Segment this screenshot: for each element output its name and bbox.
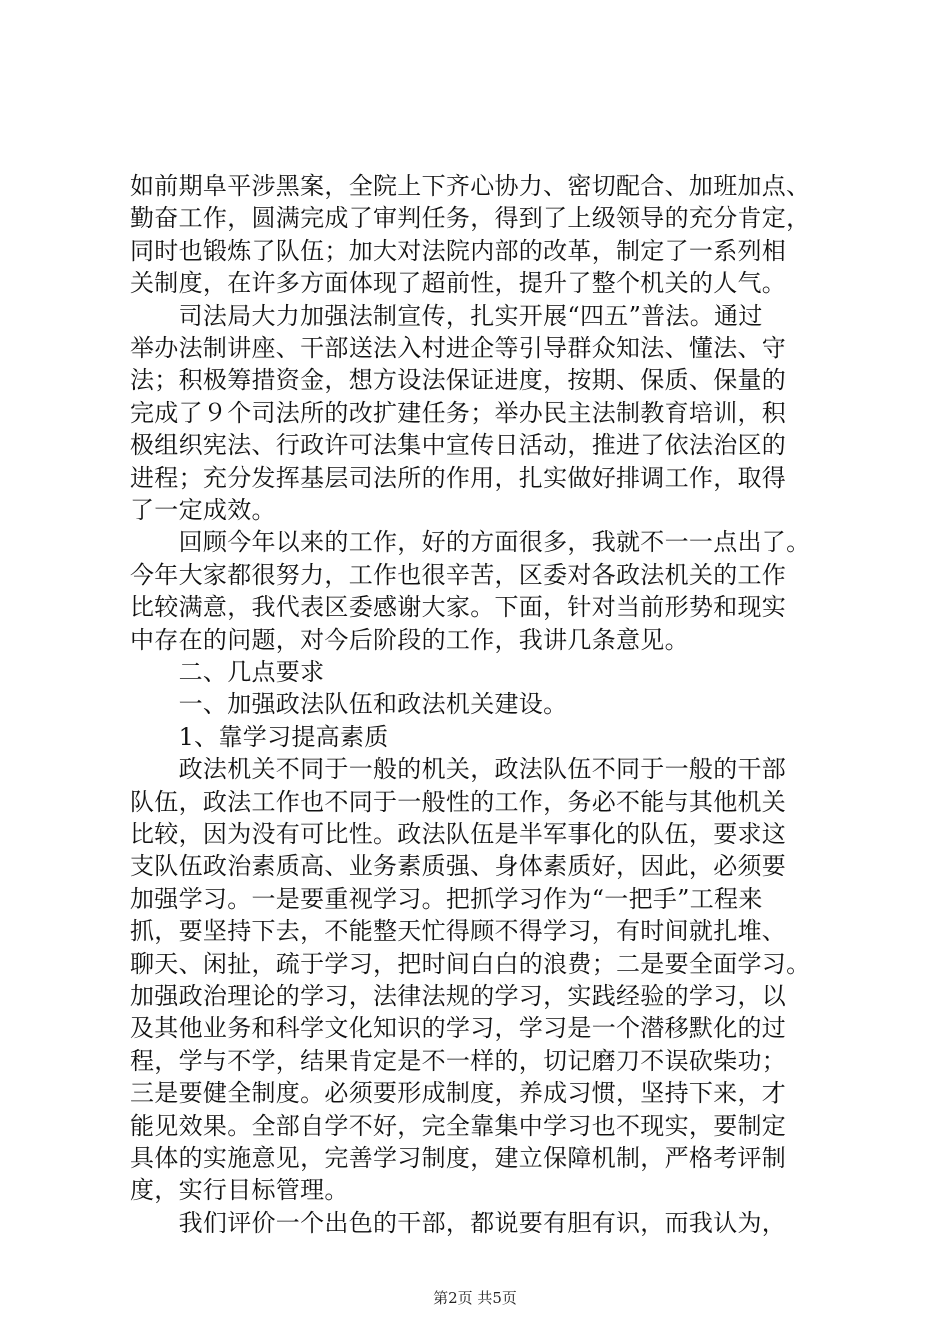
text-line: 程，学与不学，结果肯定是不一样的，切记磨刀不误砍柴功； xyxy=(130,1046,787,1075)
text-line: 今年大家都很努力，工作也很辛苦，区委对各政法机关的工作 xyxy=(130,560,787,589)
text-line: 举办法制讲座、干部送法入村进企等引导群众知法、懂法、守 xyxy=(130,334,787,362)
text-line: 法；积极筹措资金，想方设法保证进度，按期、保质、保量的 xyxy=(130,366,787,395)
text-line: 度，实行目标管理。 xyxy=(130,1176,349,1205)
text-line: 进程；充分发挥基层司法所的作用，扎实做好排调工作，取得 xyxy=(130,463,787,492)
text-line: 具体的实施意见，完善学习制度，建立保障机制，严格考评制 xyxy=(130,1144,787,1172)
text-line: 二、几点要求 xyxy=(130,658,325,686)
text-line: 勤奋工作，圆满完成了审判任务，得到了上级领导的充分肯定， xyxy=(130,204,811,233)
text-line: 中存在的问题，对今后阶段的工作，我讲几条意见。 xyxy=(130,625,689,654)
text-line: 我们评价一个出色的干部，都说要有胆有识，而我认为， xyxy=(130,1208,787,1237)
text-line: 同时也锻炼了队伍；加大对法院内部的改革，制定了一系列相 xyxy=(130,236,787,265)
text-line: 支队伍政治素质高、业务素质强、身体素质好，因此，必须要 xyxy=(130,852,787,881)
text-line: 回顾今年以来的工作，好的方面很多，我就不一一点出了。 xyxy=(130,528,811,557)
text-line: 及其他业务和科学文化知识的学习，学习是一个潜移默化的过 xyxy=(130,1014,787,1043)
text-line: 比较，因为没有可比性。政法队伍是半军事化的队伍，要求这 xyxy=(130,820,787,848)
text-line: 完成了９个司法所的改扩建任务；举办民主法制教育培训，积 xyxy=(130,398,787,427)
text-line: 司法局大力加强法制宣传，扎实开展“四五”普法。通过 xyxy=(130,301,763,330)
page-footer: 第2页 共5页 xyxy=(433,1289,517,1307)
text-line: 聊天、闲扯，疏于学习，把时间白白的浪费；二是要全面学习。 xyxy=(130,949,811,978)
text-line: 极组织宪法、行政许可法集中宣传日活动，推进了依法治区的 xyxy=(130,431,787,460)
text-line: 比较满意，我代表区委感谢大家。下面，针对当前形势和现实 xyxy=(130,593,787,622)
text-line: 抓，要坚持下去，不能整天忙得顾不得学习，有时间就扎堆、 xyxy=(130,917,787,946)
text-line: 1、靠学习提高素质 xyxy=(130,722,389,751)
text-line: 如前期阜平涉黑案，全院上下齐心协力、密切配合、加班加点、 xyxy=(130,172,811,200)
text-line: 了一定成效。 xyxy=(130,496,276,524)
text-line: 关制度，在许多方面体现了超前性，提升了整个机关的人气。 xyxy=(130,269,787,298)
text-line: 能见效果。全部自学不好，完全靠集中学习也不现实，要制定 xyxy=(130,1111,787,1140)
text-line: 一、加强政法队伍和政法机关建设。 xyxy=(130,690,568,719)
text-line: 加强政治理论的学习，法律法规的学习，实践经验的学习，以 xyxy=(130,982,787,1010)
text-line: 政法机关不同于一般的机关，政法队伍不同于一般的干部 xyxy=(130,755,787,784)
text-line: 队伍，政法工作也不同于一般性的工作，务必不能与其他机关 xyxy=(130,787,787,816)
text-line: 加强学习。一是要重视学习。把抓学习作为“一把手”工程来 xyxy=(130,884,763,913)
text-line: 三是要健全制度。必须要形成制度，养成习惯，坚持下来，才 xyxy=(130,1079,787,1108)
